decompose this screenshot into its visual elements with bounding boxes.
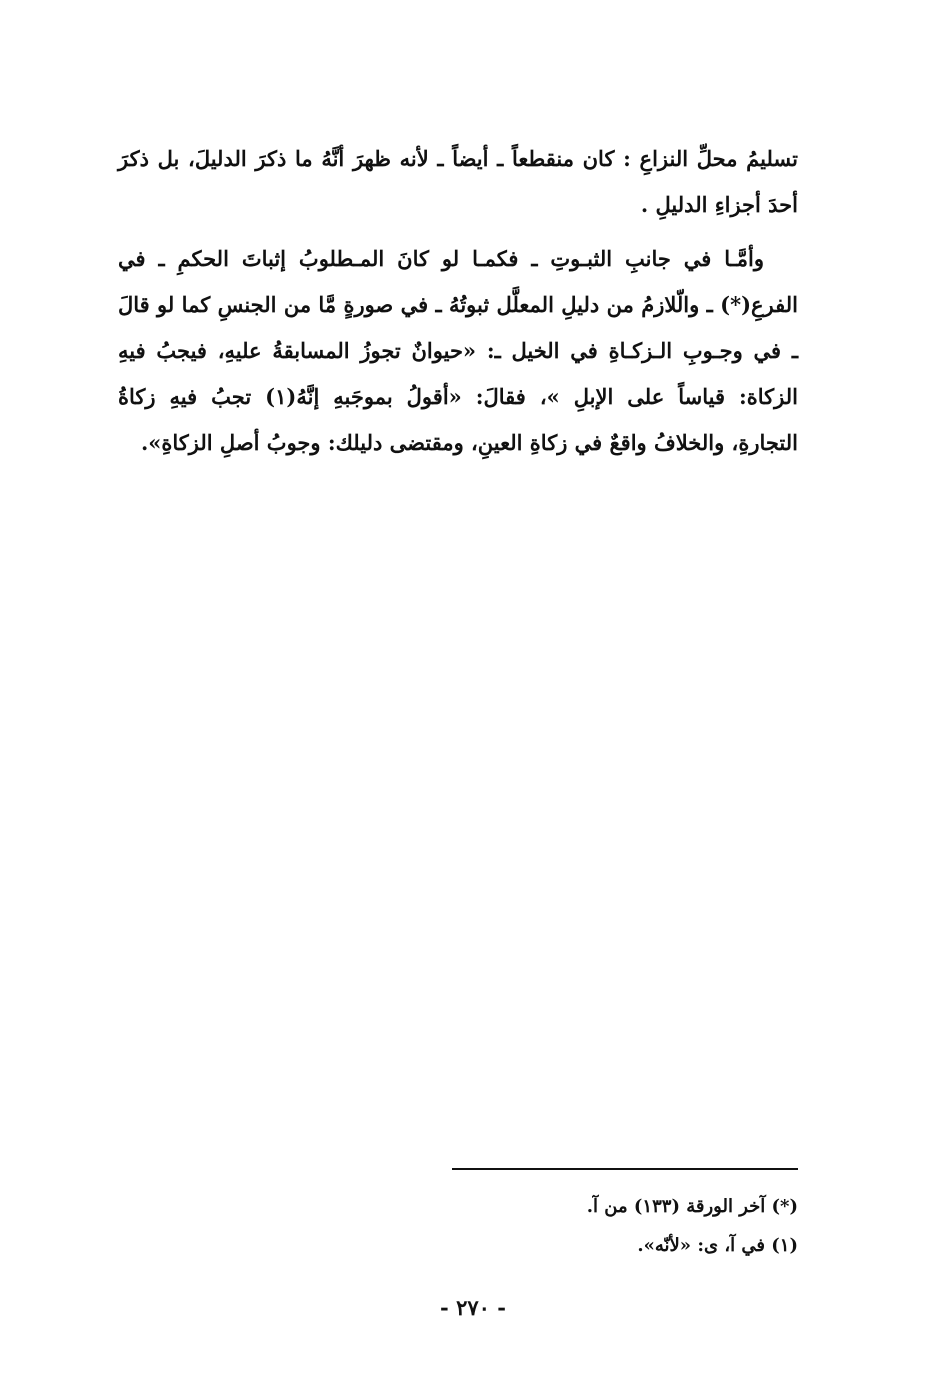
- footnote-separator: [452, 1168, 798, 1170]
- main-text-paragraph-2: وأمَّـا في جانبِ الثبـوتِ ـ فكمـا لو كانَ المـطلوبُ إثباتَ الحكمِ ـ في الفرعِ(*) ـ والّلازمُ من دليلِ المعلَّل ثبوتُهُ ـ في صورةٍ مَّا من الجنسِ كما لو قالَ ـ في وجـوبِ الـزكـاةِ في الخيل ـ: «حيوانٌ تجوزُ المسابقةُ عليهِ، فيجبُ فيهِ الزكاة: قياساً على الإبلِ »، فقالَ: «أقولُ بموجَبهِ إنَّهُ(١) تجبُ فيهِ زكاةُ التجارةِ، والخلافُ واقعٌ في زكاةِ العينِ، ومقتضى دليلك: وجوبُ أصلِ الزكاةِ».: [118, 246, 798, 455]
- main-text-paragraph-1: تسليمُ محلِّ النزاعِ : كان منقطعاً ـ أيضاً ـ لأنه ظهرَ أنَّهُ ما ذكرَ الدليلَ، بل ذكرَ أحدَ أجزاءِ الدليلِ .: [118, 146, 798, 217]
- page-number: - ٢٧٠ -: [440, 1295, 506, 1320]
- footnote-2: (١) في آ، ى: «لأنّه».: [637, 1235, 798, 1256]
- footnote-1: (*) آخر الورقة (١٣٣) من آ.: [586, 1196, 798, 1217]
